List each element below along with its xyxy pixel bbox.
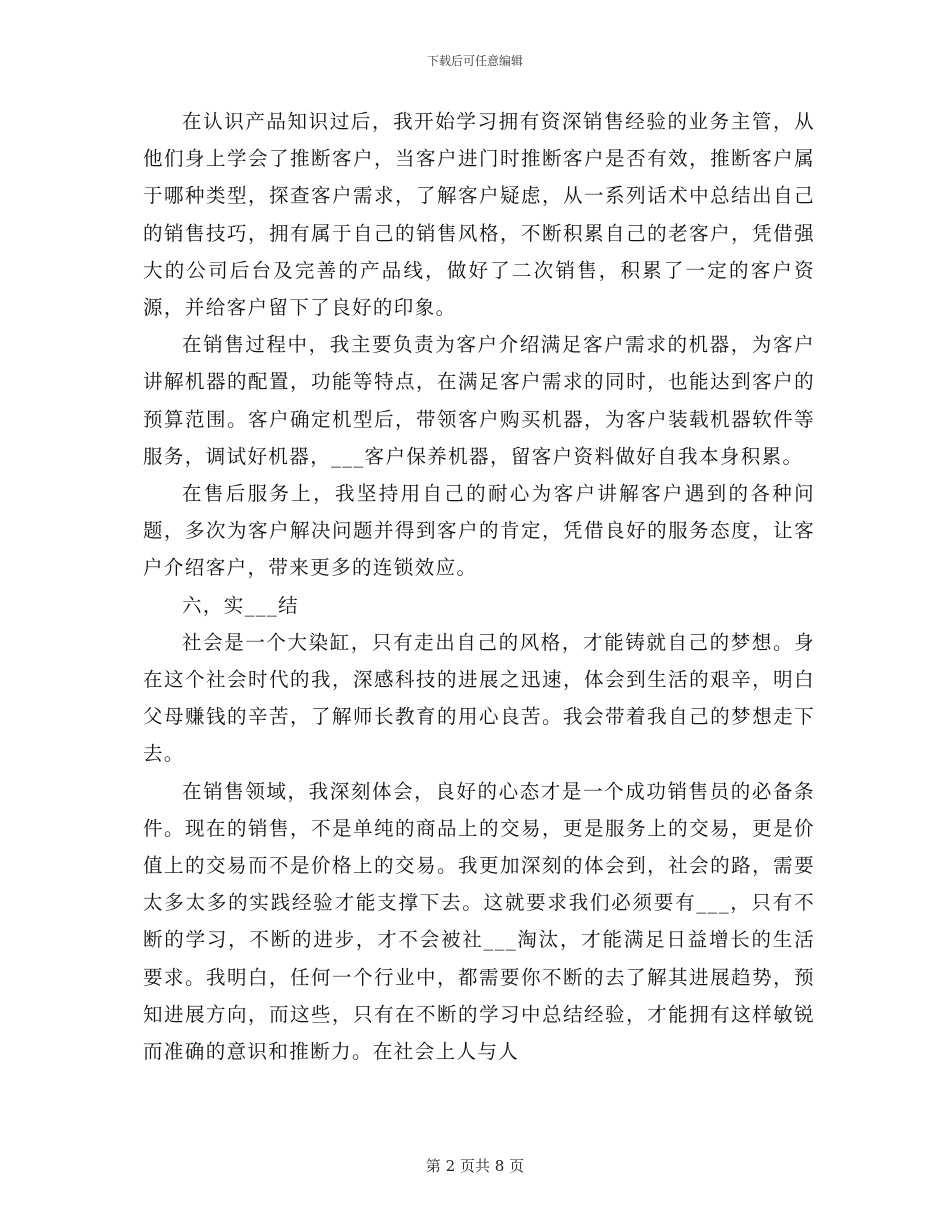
paragraph-after-sales: 在售后服务上，我坚持用自己的耐心为客户讲解客户遇到的各种问题，多次为客户解决问题并得到客户的肯定，凭借良好的服务态度，让客户介绍客户，带来更多的连锁效应。 [143,482,815,580]
section-heading: 六，实___结 [182,593,300,617]
paragraph-sales-field: 在销售领域，我深刻体会，良好的心态才是一个成功销售员的必备条件。现在的销售，不是单纯的商品上的交易，更是服务上的交易，更是价值上的交易而不是价格上的交易。我更加深刻的体会到，社会的路，需要太多太多的实践经验才能支撑下去。这就要求我们必须要有___，只有不断的学习，不断的进步，才不会被社___淘汰，才能满足日益增长的生活要求。我明白，任何一个行业中，都需要你不断的去了解其进展趋势，预知进展方向，而这些，只有在不断的学习中总结经验，才能拥有这样敏锐而准确的意识和推断力。在社会上人与人 [143,779,815,1064]
page-number: 第 2 页共 8 页 [425,1157,525,1175]
paragraph-product-knowledge: 在认识产品知识过后，我开始学习拥有资深销售经验的业务主管，从他们身上学会了推断客户，当客户进门时推断客户是否有效，推断客户属于哪种类型，探查客户需求，了解客户疑虑，从一系列话术中总结出自己的销售技巧，拥有属于自己的销售风格，不断积累自己的老客户，凭借强大的公司后台及完善的产品线，做好了二次销售，积累了一定的客户资源，并给客户留下了良好的印象。 [143,110,815,320]
paragraph-sales-process: 在销售过程中，我主要负责为客户介绍满足客户需求的机器，为客户讲解机器的配置，功能等特点，在满足客户需求的同时，也能达到客户的预算范围。客户确定机型后，带领客户购买机器，为客户装载机器软件等服务，调试好机器，___客户保养机器，留客户资料做好自我本身积累。 [143,333,815,468]
page-header: 下载后可任意编辑 [426,54,523,68]
document-body [143,103,815,1070]
paragraph-society: 社会是一个大染缸，只有走出自己的风格，才能铸就自己的梦想。身在这个社会时代的我，深感科技的进展之迅速，体会到生活的艰辛，明白父母赚钱的辛苦，了解师长教育的用心良苦。我会带着我自己的梦想走下去。 [143,630,815,766]
